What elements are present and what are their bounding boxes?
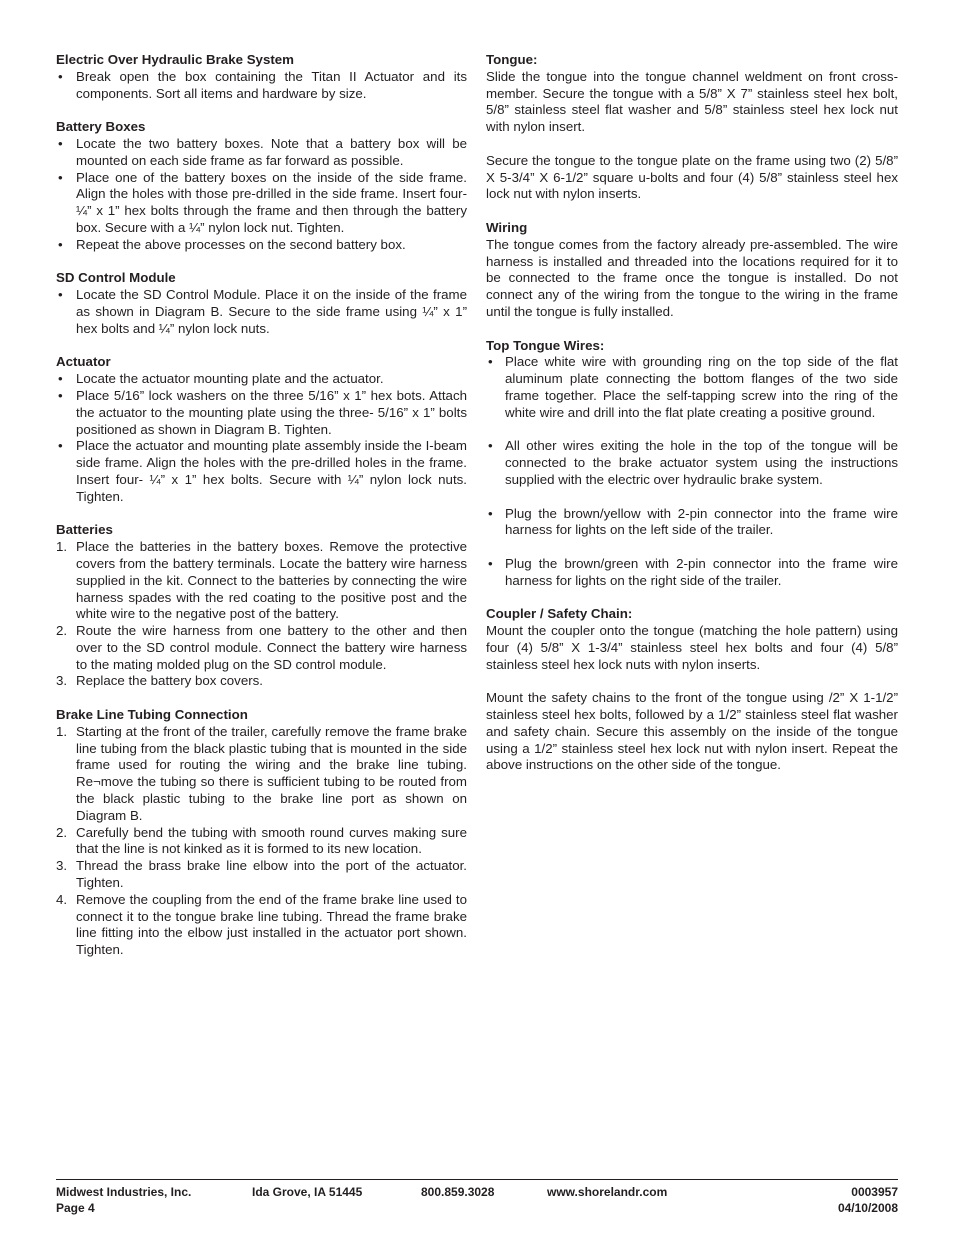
list-item: • Place one of the battery boxes on the inside of the side frame. Align the holes with those pre-drilled in the side frame. Insert four- ¼” x 1” hex bolts through the frame and then through the battery box. Secure with a ¼” nylon lock nut. Tighten. bbox=[56, 170, 467, 237]
footer-doc-number: 0003957 bbox=[851, 1185, 898, 1199]
list-item: • Place 5/16” lock washers on the three 5/16” x 1” hex bots. Attach the actuator to the mounting plate using the three- 5/16” x 1” bolts positioned as shown in Diagram B. Tighten. bbox=[56, 388, 467, 438]
section-battery-boxes bbox=[56, 119, 467, 253]
footer-divider bbox=[56, 1179, 898, 1180]
footer-company: Midwest Industries, Inc. bbox=[56, 1185, 192, 1199]
footer-company-block bbox=[56, 1184, 191, 1216]
list-item bbox=[56, 892, 467, 959]
section-wiring bbox=[486, 220, 898, 321]
step-text: Remove the coupling from the end of the frame brake line used to connect it to the tongue brake line tubing. Thread the frame brake line fitting into the elbow just installed in the actuator port shown. Tighten. bbox=[76, 891, 467, 958]
numbered-list bbox=[56, 539, 467, 690]
section-heading: Top Tongue Wires: bbox=[486, 337, 605, 353]
footer-city: Ida Grove, IA 51445 bbox=[252, 1185, 363, 1199]
list-item: • Locate the two battery boxes. Note that a battery box will be mounted on each side frame as far forward as possible. bbox=[56, 136, 467, 170]
section-top-tongue-wires bbox=[486, 338, 898, 590]
list-item: • Repeat the above processes on the second battery box. bbox=[56, 237, 467, 254]
step-number: 2. bbox=[56, 623, 68, 639]
footer-website: www.shorelandr.com bbox=[547, 1185, 668, 1199]
step-number: 1. bbox=[56, 539, 68, 555]
list-item: • Plug the brown/yellow with 2-pin connector into the frame wire harness for lights on the left side of the trailer. bbox=[486, 506, 898, 540]
list-item bbox=[56, 623, 467, 673]
step-number: 3. bbox=[56, 858, 68, 874]
section-heading: Battery Boxes bbox=[56, 119, 146, 135]
section-ehb-system bbox=[56, 52, 467, 102]
section-heading: Coupler / Safety Chain: bbox=[486, 606, 633, 622]
footer-page-number: Page 4 bbox=[56, 1201, 95, 1215]
step-number: 2. bbox=[56, 824, 68, 840]
step-text: Carefully bend the tubing with smooth round curves making sure that the line is not kinked as it is formed to its new location. bbox=[76, 824, 467, 857]
paragraph: Secure the tongue to the tongue plate on the frame using two (2) 5/8” X 5-3/4” X 6-1/2” square u-bolts and four (4) 5/8” stainless steel hex lock nut with nylon inserts. bbox=[486, 152, 898, 202]
section-heading: Electric Over Hydraulic Brake System bbox=[56, 52, 294, 67]
step-text: Thread the brass brake line elbow into the port of the actuator. Tighten. bbox=[76, 858, 467, 891]
bullet-list bbox=[56, 371, 467, 505]
footer-phone: 800.859.3028 bbox=[421, 1185, 495, 1199]
step-number: 1. bbox=[56, 723, 68, 739]
paragraph: Mount the safety chains to the front of the tongue using /2” X 1-1/2” stainless steel hex bolts, followed by a 1/2” stainless steel flat washer and safety chain. Secure this assembly on the inside of the tongue using a 1/2” stainless steel hex lock nut with nylon insert. Repeat the above instructions on the other side of the tongue. bbox=[486, 690, 898, 773]
section-batteries bbox=[56, 522, 467, 690]
step-number: 3. bbox=[56, 673, 68, 689]
step-text: Replace the battery box covers. bbox=[76, 673, 263, 689]
list-item: • Place the actuator and mounting plate assembly inside the I-beam side frame. Align the holes with the pre-drilled holes in the frame. Insert four- ¼” x 1” hex bolts. Secure with ¼” nylon lock nuts. Tighten. bbox=[56, 438, 467, 505]
paragraph: The tongue comes from the factory already pre-assembled. The wire harness is installed and threaded into the locations required for it to be connected to the frame once the tongue is installed. Do not connect any of the wiring from the tongue to the wiring in the frame until the tongue is fully installed. bbox=[486, 236, 898, 319]
step-text: Place the batteries in the battery boxes. Remove the protective covers from the battery terminals. Locate the battery wire harness supplied in the kit. Connect to the batteries by connecting the wire harness spades with the red coating to the positive post and the white wire to the negative post of the battery. bbox=[76, 539, 467, 622]
list-item: • Locate the actuator mounting plate and the actuator. bbox=[56, 371, 467, 388]
section-heading: Wiring bbox=[486, 219, 528, 235]
footer-date: 04/10/2008 bbox=[837, 1201, 898, 1215]
paragraph: Slide the tongue into the tongue channel weldment on front cross-member. Secure the tongue with a 5/8” X 7” stainless steel hex bolt, 5/8” stainless steel flat washer and 5/8” stainless steel hex lock nut with nylon insert. bbox=[486, 68, 898, 135]
list-item: • All other wires exiting the hole in the top of the tongue will be connected to the brake actuator system using the instructions supplied with the electric over hydraulic brake system. bbox=[486, 438, 898, 488]
bullet-list bbox=[56, 69, 467, 103]
step-number: 4. bbox=[56, 891, 68, 907]
left-column bbox=[56, 52, 467, 976]
section-heading: Tongue: bbox=[486, 52, 538, 67]
section-heading: Actuator bbox=[56, 354, 111, 370]
paragraph: Mount the coupler onto the tongue (matching the hole pattern) using four (4) 5/8” X 1-3/4” stainless steel hex bolts and four (4) 5/8” stainless steel hex lock nuts with nylon inserts. bbox=[486, 623, 898, 672]
section-brake-line-tubing bbox=[56, 707, 467, 959]
list-item bbox=[56, 825, 467, 859]
list-item bbox=[56, 539, 467, 623]
section-heading: SD Control Module bbox=[56, 270, 176, 286]
list-item: • Plug the brown/green with 2-pin connector into the frame wire harness for lights on the right side of the trailer. bbox=[486, 556, 898, 590]
list-item bbox=[56, 724, 467, 825]
step-text: Starting at the front of the trailer, carefully remove the frame brake line tubing from the black plastic tubing that is mounted in the side frame used for routing the wiring and the brake line tubing. Re¬move the tubing so there is sufficient tubing to be routed from the black plastic tubing to the brake line port as shown on Diagram B. bbox=[76, 723, 467, 823]
section-sd-control-module bbox=[56, 270, 467, 337]
list-item: • Locate the SD Control Module. Place it on the inside of the frame as shown in Diagram B. Secure to the side frame using ¼” x 1” hex bolts and ¼” nylon lock nuts. bbox=[56, 287, 467, 337]
step-text: Route the wire harness from one battery to the other and then over to the SD control module. Connect the battery wire harness to the mating molded plug on the SD control module. bbox=[76, 623, 467, 672]
bullet-list bbox=[56, 136, 467, 254]
numbered-list bbox=[56, 724, 467, 959]
section-actuator bbox=[56, 354, 467, 505]
list-item: • Place white wire with grounding ring on the top side of the flat aluminum plate connecting the bottom flanges of the two side frame together. Place the self-tapping screw into the ring of the white wire and drill into the flat plate creating a positive ground. bbox=[486, 354, 898, 421]
section-heading: Batteries bbox=[56, 522, 113, 538]
list-item bbox=[56, 673, 467, 690]
section-heading: Brake Line Tubing Connection bbox=[56, 707, 248, 723]
section-tongue bbox=[486, 52, 898, 203]
list-item bbox=[56, 858, 467, 892]
right-column bbox=[486, 52, 898, 791]
bullet-list bbox=[56, 287, 467, 337]
footer-doc-block bbox=[838, 1184, 898, 1216]
list-item: • Break open the box containing the Titan II Actuator and its components. Sort all items and hardware by size. bbox=[56, 69, 467, 103]
bullet-list bbox=[486, 354, 898, 589]
section-coupler-safety-chain bbox=[486, 606, 898, 774]
